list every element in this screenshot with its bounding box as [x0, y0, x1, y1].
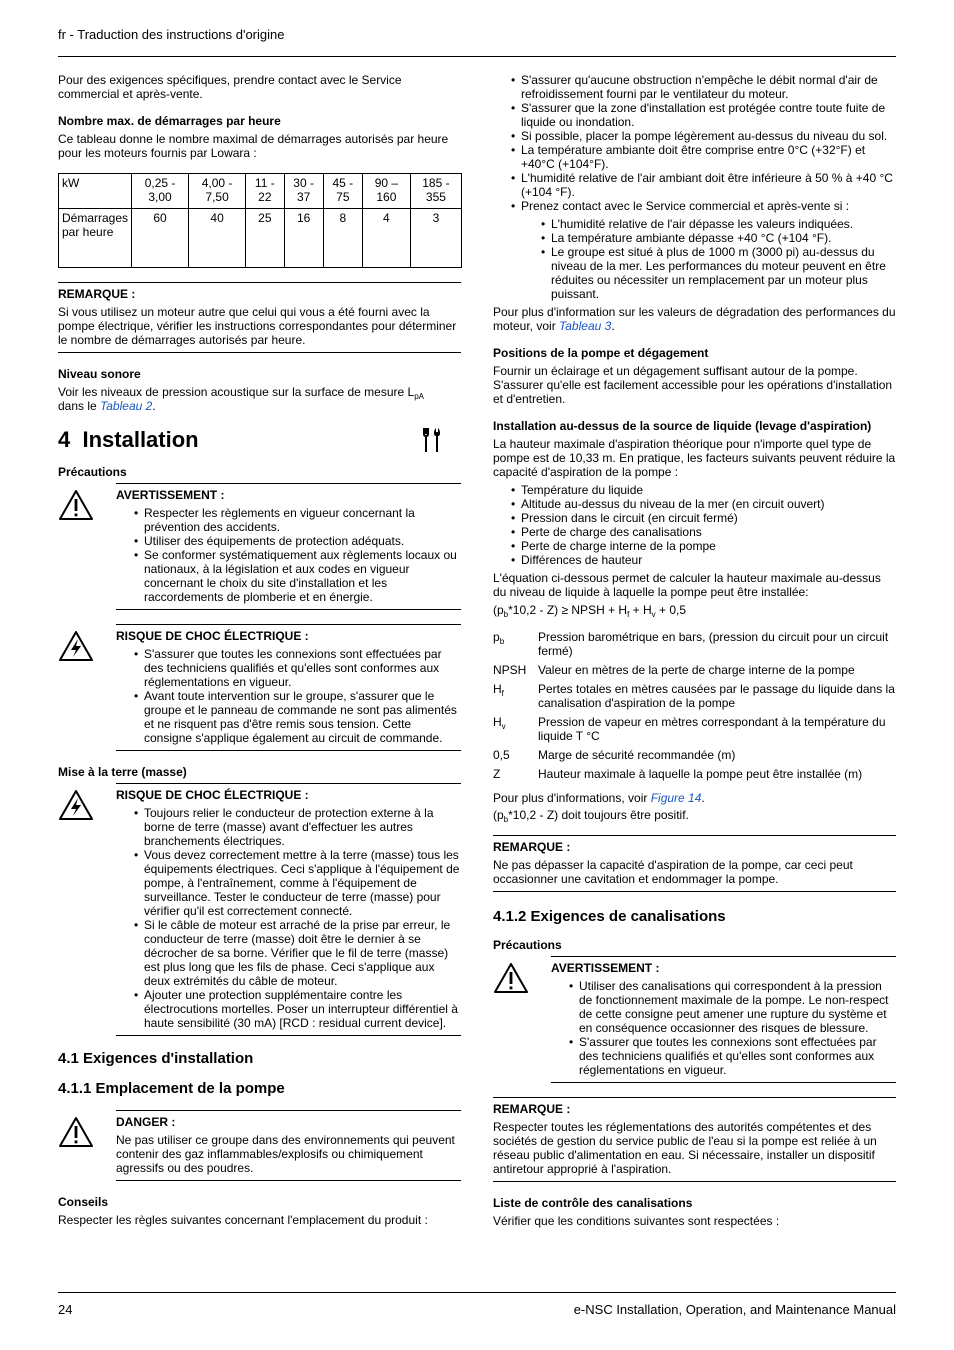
remark-title: REMARQUE :	[493, 1102, 571, 1116]
derating-text: Pour plus d'information sur les valeurs de dégradation des performances du moteur, voir Tableau 3.	[493, 305, 896, 333]
equation-terms	[493, 630, 896, 781]
table-cell: 45 - 75	[323, 174, 362, 209]
electric-shock-box	[58, 783, 461, 1036]
remark-text: Respecter toutes les réglementations des autorités compétentes et des sociétés de gestion du service public de l'eau si la pompe est reliée à un réseau public d'alimentation en eau. Si nécessaire, installer un dispositif antiretour approprié à l'aspiration.	[493, 1120, 877, 1176]
list-item: • Pression dans le circuit (en circuit fermé)	[521, 511, 896, 525]
list-item: • S'assurer qu'aucune obstruction n'empêche le débit normal d'air de refroidissement fourni par le ventilateur du moteur.	[521, 73, 896, 101]
section-4-1-1-title: 4.1.1 Emplacement de la pompe	[58, 1080, 285, 1097]
warning-title: AVERTISSEMENT :	[116, 488, 225, 502]
electric-shock-icon	[58, 630, 94, 662]
page-number: 24	[58, 1302, 73, 1317]
tools-icon	[423, 427, 441, 459]
shock-title: RISQUE DE CHOC ÉLECTRIQUE :	[116, 629, 309, 643]
table-cell: 30 - 37	[284, 174, 323, 209]
table-cell: 60	[132, 209, 189, 268]
ground-heading: Mise à la terre (masse)	[58, 765, 187, 779]
term-row: $p_b$ Pression barométrique en bars, (pression du circuit pour un circuit fermé)	[493, 630, 889, 658]
list-item: • La température ambiante doit être comprise entre 0°C (+32°F) et +40°C (+104°F).	[521, 143, 896, 171]
table-cell: 25	[246, 209, 284, 268]
positions-text: Fournir un éclairage et un dégagement suffisant autour de la pompe. S'assurer qu'elle est facilement accessible pour les opérations d'installation et d'entretien.	[493, 364, 893, 406]
list-item: • S'assurer que la zone d'installation est protégée contre toute fuite de liquide ou inondation.	[521, 101, 896, 129]
table-cell: 3	[410, 209, 461, 268]
list-item: • Température du liquide	[521, 483, 896, 497]
table-cell: 16	[284, 209, 323, 268]
precautions-heading: Précautions	[58, 465, 127, 479]
table-cell: 4,00 - 7,50	[189, 174, 246, 209]
noise-heading: Niveau sonore	[58, 367, 141, 381]
list-item: • Utiliser des canalisations qui correspondent à la pression de fonctionnement maximale de la pompe. Le non-respect de cette consigne peut amener une rupture du système et en conséquence occasionner des risques de blessure.	[579, 979, 896, 1035]
list-item: • Avant toute intervention sur le groupe, s'assurer que le groupe et le panneau de commande ne sont pas alimentés et ne risquent pas d'être remis sous tension. Cette consigne s'applique également au circuit de commande.	[144, 689, 461, 745]
term-row: 0,5 Marge de sécurité recommandée (m)	[493, 748, 736, 762]
precautions-heading: Précautions	[493, 938, 562, 952]
warning-icon	[58, 489, 94, 521]
table-row	[59, 209, 462, 268]
list-item: • Vous devez correctement mettre à la terre (masse) tous les équipements électriques. Ceci s'applique à l'équipement de pompe, à l'entraînement, comme à l'équipement de surveillance. Tester le conducteur de terre (masse) pour vérifier qu'il est correctement connecté.	[144, 848, 461, 918]
starts-text: Ce tableau donne le nombre maximal de démarrages autorisés par heure pour les moteurs fournis par Lowara :	[58, 132, 449, 160]
list-item: • L'humidité relative de l'air ambiant doit être inférieure à 50 % à +40 °C (+104 °F).	[521, 171, 896, 199]
list-item: • S'assurer que toutes les connexions sont effectuées par des techniciens qualifiés et qu'elles sont conformes aux réglementations en vigueur.	[579, 1035, 896, 1077]
table-3-link[interactable]: Tableau 3	[559, 319, 612, 333]
manual-title: e-NSC Installation, Operation, and Maintenance Manual	[573, 1302, 896, 1317]
remark-title: REMARQUE :	[493, 840, 571, 854]
term-row: $H_v$ Pression de vapeur en mètres correspondant à la température du liquide T °C	[493, 715, 886, 743]
danger-box	[58, 1110, 461, 1181]
remark-text: Si vous utilisez un moteur autre que celui qui vous a été fourni avec la pompe électrique, vérifier les instructions correspondantes pour déterminer le nombre de démarrages autorisés par heure.	[58, 305, 457, 347]
electric-shock-box	[58, 624, 461, 751]
danger-title: DANGER :	[116, 1115, 176, 1129]
table-row	[59, 174, 462, 209]
remark-title: REMARQUE :	[58, 287, 136, 301]
table-2-link[interactable]: Tableau 2	[100, 399, 153, 413]
list-item: • Le groupe est situé à plus de 1000 m (3000 pi) au-dessus du niveau de la mer. Les performances du moteur peuvent en être réduites ou nécessiter un remplacement par un moteur plus puissant.	[551, 245, 896, 301]
table-cell: 40	[189, 209, 246, 268]
remark-text: Ne pas dépasser la capacité d'aspiration de la pompe, car ceci peut occasionner une cavitation et endommager la pompe.	[493, 858, 853, 886]
term-row: NPSH Valeur en mètres de la perte de charge interne de la pompe	[493, 663, 855, 677]
suction-text: La hauteur maximale d'aspiration théorique pour n'importe quel type de pompe est de 10,33 m. En pratique, les facteurs suivants peuvent réduire la capacité d'aspiration de la pompe :	[493, 437, 896, 479]
more-info-text: Pour plus d'informations, voir Figure 14.	[493, 791, 705, 805]
equation-intro: L'équation ci-dessous permet de calculer la hauteur maximale au-dessus du niveau de liquide à laquelle la pompe peut être installée:	[493, 571, 881, 599]
list-item: • Prenez contact avec le Service commercial et après-vente si :	[521, 199, 896, 213]
term-row: Z Hauteur maximale à laquelle la pompe peut être installée (m)	[493, 767, 863, 781]
advice-text: Respecter les règles suivantes concernant l'emplacement du produit :	[58, 1213, 428, 1227]
list-item: • L'humidité relative de l'air dépasse les valeurs indiquées.	[551, 217, 896, 231]
positive-note: $(p_b*10,2 - Z)$ doit toujours être positif.	[493, 808, 689, 824]
list-item: • S'assurer que toutes les connexions sont effectuées par des techniciens qualifiés et qu'elles sont conformes aux réglementations en vigueur.	[144, 647, 461, 689]
term-row: $H_f$ Pertes totales en mètres causées par le passage du liquide dans la canalisation d'aspiration de la pompe	[493, 682, 895, 710]
table-cell: 185 - 355	[410, 174, 461, 209]
list-item: • Utiliser des équipements de protection adéquats.	[144, 534, 461, 548]
table-cell: 0,25 - 3,00	[132, 174, 189, 209]
remark-box	[493, 1097, 896, 1182]
table-cell: kW	[59, 174, 132, 209]
suction-heading: Installation au-dessus de la source de liquide (levage d'aspiration)	[493, 419, 872, 433]
left-column	[58, 73, 461, 1240]
table-cell: 90 – 160	[362, 174, 410, 209]
checklist-text: Vérifier que les conditions suivantes sont respectées :	[493, 1214, 780, 1228]
warning-title: AVERTISSEMENT :	[551, 961, 660, 975]
table-cell: 8	[323, 209, 362, 268]
starts-table	[58, 173, 462, 268]
table-cell: Démarrages par heure	[59, 209, 132, 268]
equation: $(p_b*10,2 - Z)$ ≥ NPSH + $H_f + H_v + 0,5$	[493, 603, 687, 619]
page-header: fr - Traduction des instructions d'origine	[58, 27, 285, 42]
location-list	[493, 73, 896, 213]
footer-rule	[58, 1292, 896, 1293]
list-item: • Perte de charge interne de la pompe	[521, 539, 896, 553]
list-item: • Différences de hauteur	[521, 553, 896, 567]
list-item: • Respecter les règlements en vigueur concernant la prévention des accidents.	[144, 506, 461, 534]
right-column	[493, 73, 896, 1241]
list-item: • Ajouter une protection supplémentaire contre les électrocutions mortelles. Poser un interrupteur différentiel à haute sensibilité (30 mA) [RCD : residual current device].	[144, 988, 461, 1030]
intro-paragraph: Pour des exigences spécifiques, prendre contact avec le Service commercial et après-vente.	[58, 73, 402, 101]
shock-title: RISQUE DE CHOC ÉLECTRIQUE :	[116, 788, 309, 802]
remark-box	[493, 835, 896, 892]
warning-icon	[493, 962, 529, 994]
warning-box	[58, 483, 461, 610]
electric-shock-icon	[58, 789, 94, 821]
factors-list	[493, 483, 896, 567]
list-item: • Se conformer systématiquement aux règlements locaux ou nationaux, à la législation et aux codes en vigueur concernant le choix du site d'installation et les raccordements de plomberie et en énergie.	[144, 548, 461, 604]
contact-conditions-list	[493, 217, 896, 301]
list-item: • Si possible, placer la pompe légèrement au-dessus du niveau du sol.	[521, 129, 896, 143]
warning-box	[493, 956, 896, 1083]
list-item: • Toujours relier le conducteur de protection externe à la borne de terre (masse) avant d'effectuer les autres branchements électriques.	[144, 806, 461, 848]
table-cell: 11 - 22	[246, 174, 284, 209]
section-4-1-title: 4.1 Exigences d'installation	[58, 1050, 254, 1067]
noise-text: Voir les niveaux de pression acoustique sur la surface de mesure $L_{pA}$ dans le Tableau 2.	[58, 385, 424, 413]
section-4-1-2-title: 4.1.2 Exigences de canalisations	[493, 908, 726, 925]
positions-heading: Positions de la pompe et dégagement	[493, 346, 709, 360]
checklist-heading: Liste de contrôle des canalisations	[493, 1196, 693, 1210]
section-4-title: 4 Installation	[58, 427, 461, 453]
figure-14-link[interactable]: Figure 14	[650, 791, 702, 805]
danger-text: Ne pas utiliser ce groupe dans des environnements qui peuvent contenir des gaz inflammables/explosifs ou chimiquement agressifs ou des poudres.	[116, 1133, 455, 1175]
warning-icon	[58, 1116, 94, 1148]
remark-box	[58, 282, 461, 353]
list-item: • La température ambiante dépasse +40 °C (+104 °F).	[551, 231, 896, 245]
starts-heading: Nombre max. de démarrages par heure	[58, 114, 281, 128]
header-rule	[58, 56, 896, 57]
list-item: • Altitude au-dessus du niveau de la mer (en circuit ouvert)	[521, 497, 896, 511]
advice-heading: Conseils	[58, 1195, 109, 1209]
list-item: • Perte de charge des canalisations	[521, 525, 896, 539]
table-cell: 4	[362, 209, 410, 268]
list-item: • Si le câble de moteur est arraché de la prise par erreur, le conducteur de terre (masse) doit être le dernier à se décrocher de sa borne. Vérifier que le fil de terre (masse) est plus long que les fils de phase. Ceci s'applique aux deux extrémités du câble de moteur.	[144, 918, 461, 988]
